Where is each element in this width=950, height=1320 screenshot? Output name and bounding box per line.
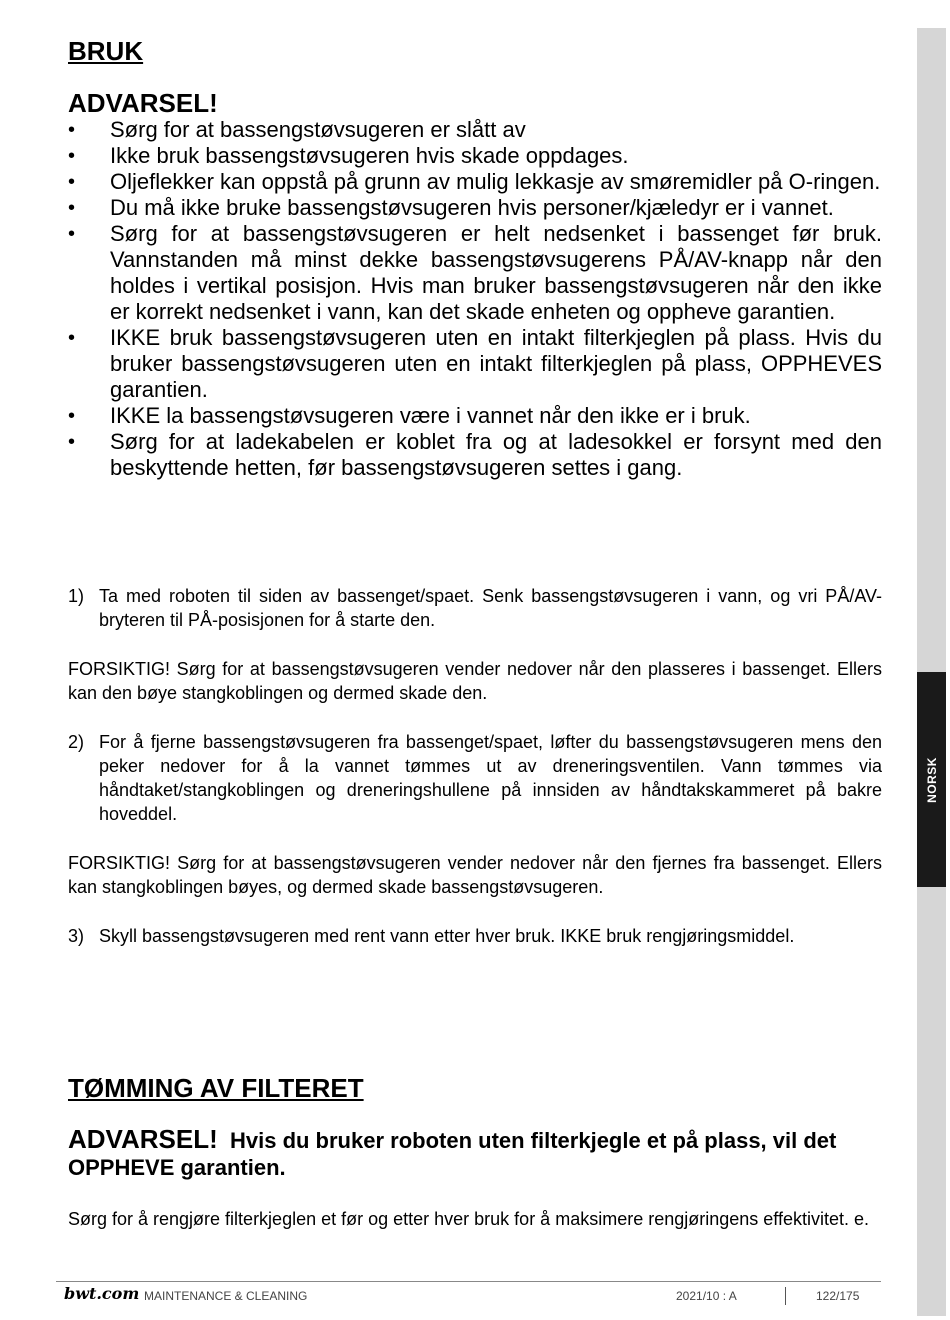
filter-warning	[68, 1126, 882, 1181]
list-item: • IKKE la bassengstøvsugeren være i vannet når den ikke er i bruk.	[68, 403, 882, 429]
caution-2: FORSIKTIG! Sørg for at bassengstøvsugeren vender nedover når den fjernes fra bassenget. Ellers kan stangkoblingen bøyes, og dermed skade bassengstøvsugeren.	[68, 853, 882, 897]
section-heading-bruk: BRUK	[68, 36, 144, 66]
filter-paragraph: Sørg for å rengjøre filterkjeglen et før og etter hver bruk for å maksimere rengjøringens effektivitet. e.	[68, 1209, 869, 1229]
step-1	[68, 584, 882, 632]
step-3	[68, 924, 882, 948]
list-item: • Sørg for at bassengstøvsugeren er helt nedsenket i bassenget før bruk. Vannstanden må minst dekke bassengstøvsugerens PÅ/AV-knapp når den holdes i vertikal posisjon. Hvis man bruker bassengstøvsugeren når den ikke er korrekt nedsenket i vann, kan det skade enheten og oppheve garantien.	[68, 221, 882, 325]
footer-version: 2021/10 : A	[676, 1289, 737, 1303]
warning-title: ADVARSEL!	[68, 88, 218, 118]
list-item: • Ikke bruk bassengstøvsugeren hvis skade oppdages.	[68, 143, 882, 169]
list-item: • Oljeflekker kan oppstå på grunn av mulig lekkasje av smøremidler på O-ringen.	[68, 169, 882, 195]
section-heading-filter: TØMMING AV FILTERET	[68, 1073, 364, 1103]
step-2	[68, 730, 882, 826]
warning-list	[68, 117, 882, 481]
footer-separator	[785, 1287, 786, 1305]
list-item: • IKKE bruk bassengstøvsugeren uten en intakt filterkjeglen på plass. Hvis du bruker bassengstøvsugeren uten en intakt filterkjeglen på plass, OPPHEVES garantien.	[68, 325, 882, 403]
warning-text: Hvis du bruker roboten uten filterkjegle et på plass, vil det OPPHEVE garantien.	[68, 1128, 837, 1180]
language-label: NORSK	[924, 756, 939, 803]
step-number: 2)	[68, 732, 85, 752]
step-text: Skyll bassengstøvsugeren med rent vann etter hver bruk. IKKE bruk rengjøringsmiddel.	[99, 926, 795, 946]
list-item: • Sørg for at ladekabelen er koblet fra og at ladesokkel er forsynt med den beskyttende hetten, før bassengstøvsugeren settes i gang.	[68, 429, 882, 481]
brand-logo: bwt.com	[64, 1284, 140, 1303]
step-text: Ta med roboten til siden av bassenget/spaet. Senk bassengstøvsugeren i vann, og vri PÅ/AV-bryteren til PÅ-posisjonen for å starte den.	[99, 586, 882, 630]
list-item: • Du må ikke bruke bassengstøvsugeren hvis personer/kjæledyr er i vannet.	[68, 195, 882, 221]
footer-section: MAINTENANCE & CLEANING	[144, 1289, 308, 1303]
step-text: For å fjerne bassengstøvsugeren fra bassenget/spaet, løfter du bassengstøvsugeren mens den peker nedover for å la vannet tømmes ut av dreneringsventilen. Vann tømmes via håndtaket/stangkoblingen og dreneringshullene på innsiden av håndtakskammeret på bakre hoveddel.	[99, 732, 882, 824]
page-number: 122/175	[816, 1289, 860, 1303]
step-number: 3)	[68, 926, 85, 946]
warning-label: ADVARSEL!	[68, 1124, 218, 1154]
step-number: 1)	[68, 586, 85, 606]
list-item: • Sørg for at bassengstøvsugeren er slått av	[68, 117, 882, 143]
language-tab	[917, 672, 946, 887]
footer-divider	[56, 1281, 881, 1282]
caution-1: FORSIKTIG! Sørg for at bassengstøvsugeren vender nedover når den plasseres i bassenget. Ellers kan den bøye stangkoblingen og dermed skade den.	[68, 659, 882, 703]
